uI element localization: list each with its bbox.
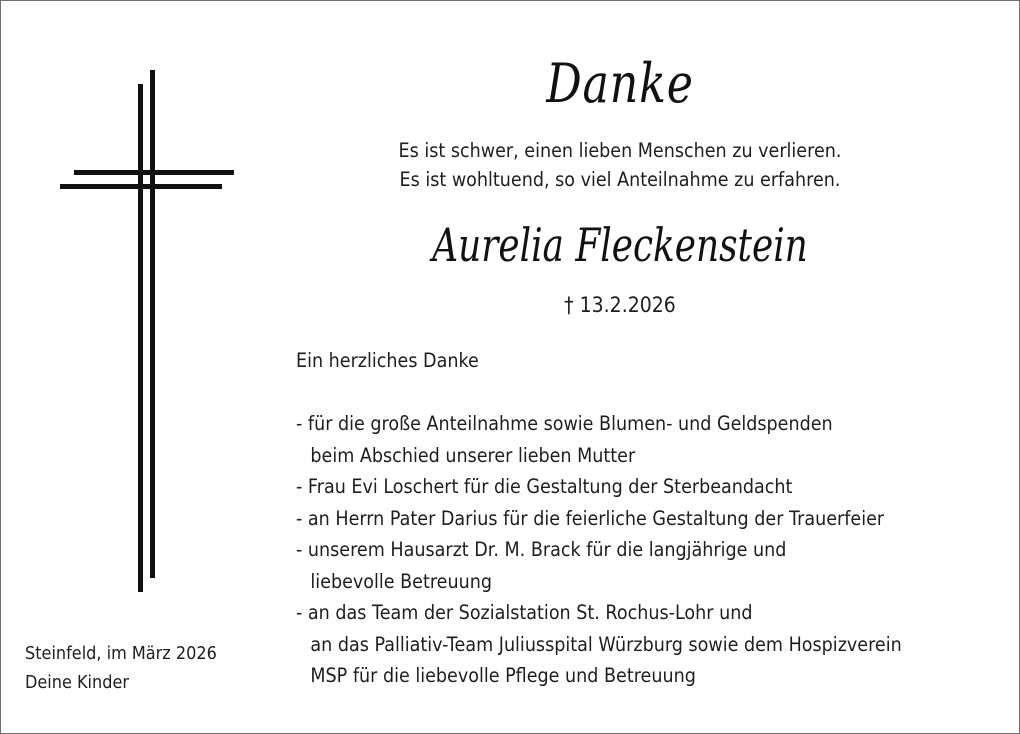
thanks-item — [296, 597, 944, 692]
thanks-item-line: - an das Team der Sozialstation St. Rochus-Lohr und — [296, 601, 753, 624]
thanks-item-line: - unserem Hausarzt Dr. M. Brack für die langjährige und — [296, 538, 787, 561]
thanks-item-line: beim Abschied unserer lieben Mutter — [310, 443, 636, 467]
thanks-item — [296, 534, 944, 597]
quote-line: Es ist wohltuend, so viel Anteilnahme zu erfahren. — [399, 168, 841, 191]
thanks-intro: Ein herzliches Danke — [296, 349, 479, 372]
signature — [25, 640, 264, 698]
thanks-item-line: - an Herrn Pater Darius für die feierliche Gestaltung der Trauerfeier — [296, 506, 885, 530]
thanks-item-line: liebevolle Betreuung — [310, 569, 493, 593]
thanks-item-line: - für die große Anteilnahme sowie Blumen- und Geldspenden — [296, 412, 833, 435]
cross-icon — [56, 68, 240, 594]
thanks-item-line: an das Palliativ-Team Juliusspital Würzburg sowie dem Hospizverein — [310, 632, 902, 656]
thanks-item — [296, 503, 944, 535]
thanks-item — [296, 471, 944, 503]
spacer — [296, 377, 944, 409]
heading-danke: Danke — [546, 52, 694, 115]
deceased-name: Aurelia Fleckenstein — [432, 218, 808, 272]
signature-place-date: Steinfeld, im März 2026 — [25, 644, 217, 664]
quote-line: Es ist schwer, einen lieben Menschen zu verlieren. — [398, 139, 842, 162]
thanks-item — [296, 408, 944, 471]
thanks-item-line: - Frau Evi Loschert für die Gestaltung der Sterbeandacht — [296, 475, 793, 498]
signature-family: Deine Kinder — [25, 673, 129, 693]
thanks-list — [296, 408, 944, 692]
thanks-text — [296, 345, 944, 692]
quote — [332, 136, 908, 194]
thanks-item-line: MSP für die liebevolle Pflege und Betreuung — [310, 664, 696, 687]
death-date: † 13.2.2026 — [564, 293, 676, 317]
